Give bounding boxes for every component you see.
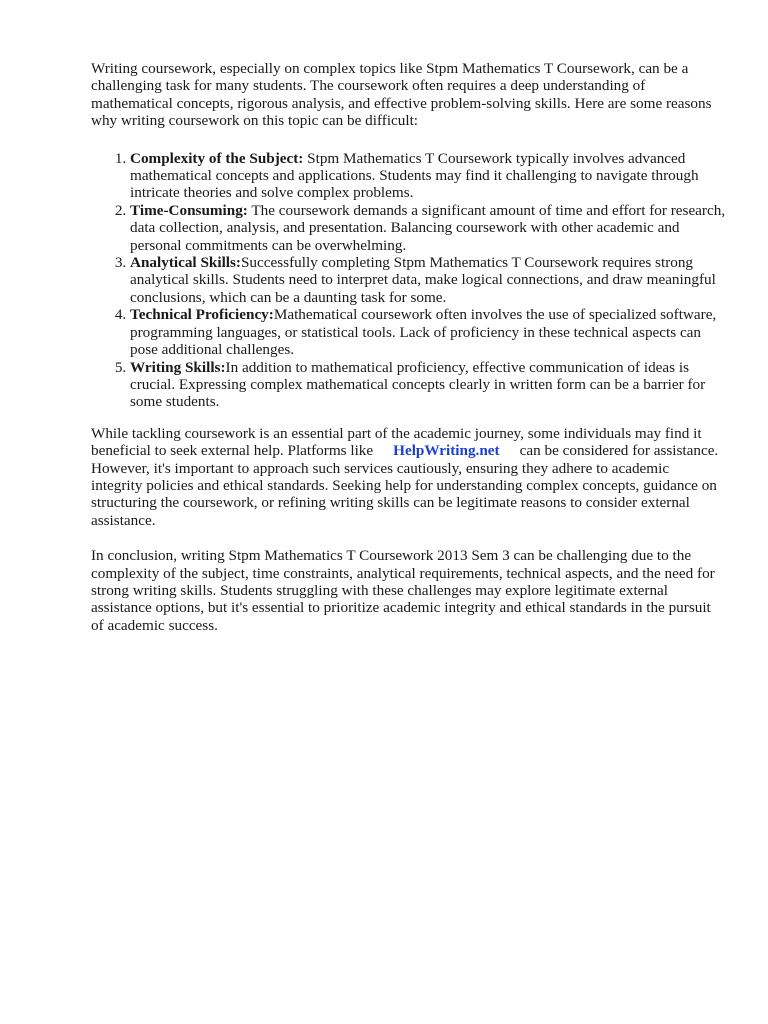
reason-term: Complexity of the Subject:	[130, 149, 304, 167]
reason-term: Writing Skills:	[130, 358, 226, 376]
list-item	[130, 202, 730, 254]
list-item	[130, 359, 730, 411]
help-text-before: While tackling coursework is an essential part of the academic journey, some individuals may find it beneficial to seek external help. Platforms like	[91, 424, 702, 460]
reason-text: In addition to mathematical proficiency, effective communication of ideas is crucial. Expressing complex mathematical concepts clearly in written form can be a barrier for some students.	[130, 358, 706, 411]
list-item	[130, 150, 730, 202]
help-paragraph	[91, 425, 721, 529]
conclusion-paragraph: In conclusion, writing Stpm Mathematics T Coursework 2013 Sem 3 can be challenging due to the complexity of the subject, time constraints, analytical requirements, technical aspects, and the need for strong writing skills. Students struggling with these challenges may explore legitimate external assistance options, but it's essential to prioritize academic integrity and ethical standards in the pursuit of academic success.	[91, 547, 715, 634]
intro-paragraph: Writing coursework, especially on complex topics like Stpm Mathematics T Coursework, can be a challenging task for many students. The coursework often requires a deep understanding of mathematical concepts, rigorous analysis, and effective problem-solving skills. Here are some reasons why writing coursework on this topic can be difficult:	[91, 60, 712, 130]
reason-term: Analytical Skills:	[130, 254, 241, 272]
reason-text: Stpm Mathematics T Coursework typically involves advanced mathematical concepts and applications. Students may find it challenging to navigate through intricate theories and solve complex problems.	[130, 149, 699, 202]
reasons-list	[91, 150, 730, 411]
reason-text: Mathematical coursework often involves the use of specialized software, programming languages, or statistical tools. Lack of proficiency in these technical aspects can pose additional challenges.	[130, 306, 717, 359]
reason-text: Successfully completing Stpm Mathematics T Coursework requires strong analytical skills. Students need to interpret data, make logical connections, and draw meaningful conclusions, which can be a daunting task for some.	[130, 254, 716, 306]
help-text-after: can be considered for assistance. However, it's important to approach such services cautiously, ensuring they adhere to academic integrity policies and ethical standards. Seeking help for understanding complex concepts, guidance on structuring the coursework, or refining writing skills can be legitimate reasons to consider external assistance.	[91, 442, 719, 529]
helpwriting-link[interactable]: HelpWriting.net	[393, 442, 500, 460]
reason-term: Technical Proficiency:	[130, 306, 274, 324]
reason-text: The coursework demands a significant amount of time and effort for research, data collection, analysis, and presentation. Balancing coursework with other academic and personal commitments can be overwhelming.	[130, 201, 726, 254]
reason-term: Time-Consuming:	[130, 201, 248, 219]
list-item	[130, 254, 730, 306]
list-item	[130, 306, 730, 358]
